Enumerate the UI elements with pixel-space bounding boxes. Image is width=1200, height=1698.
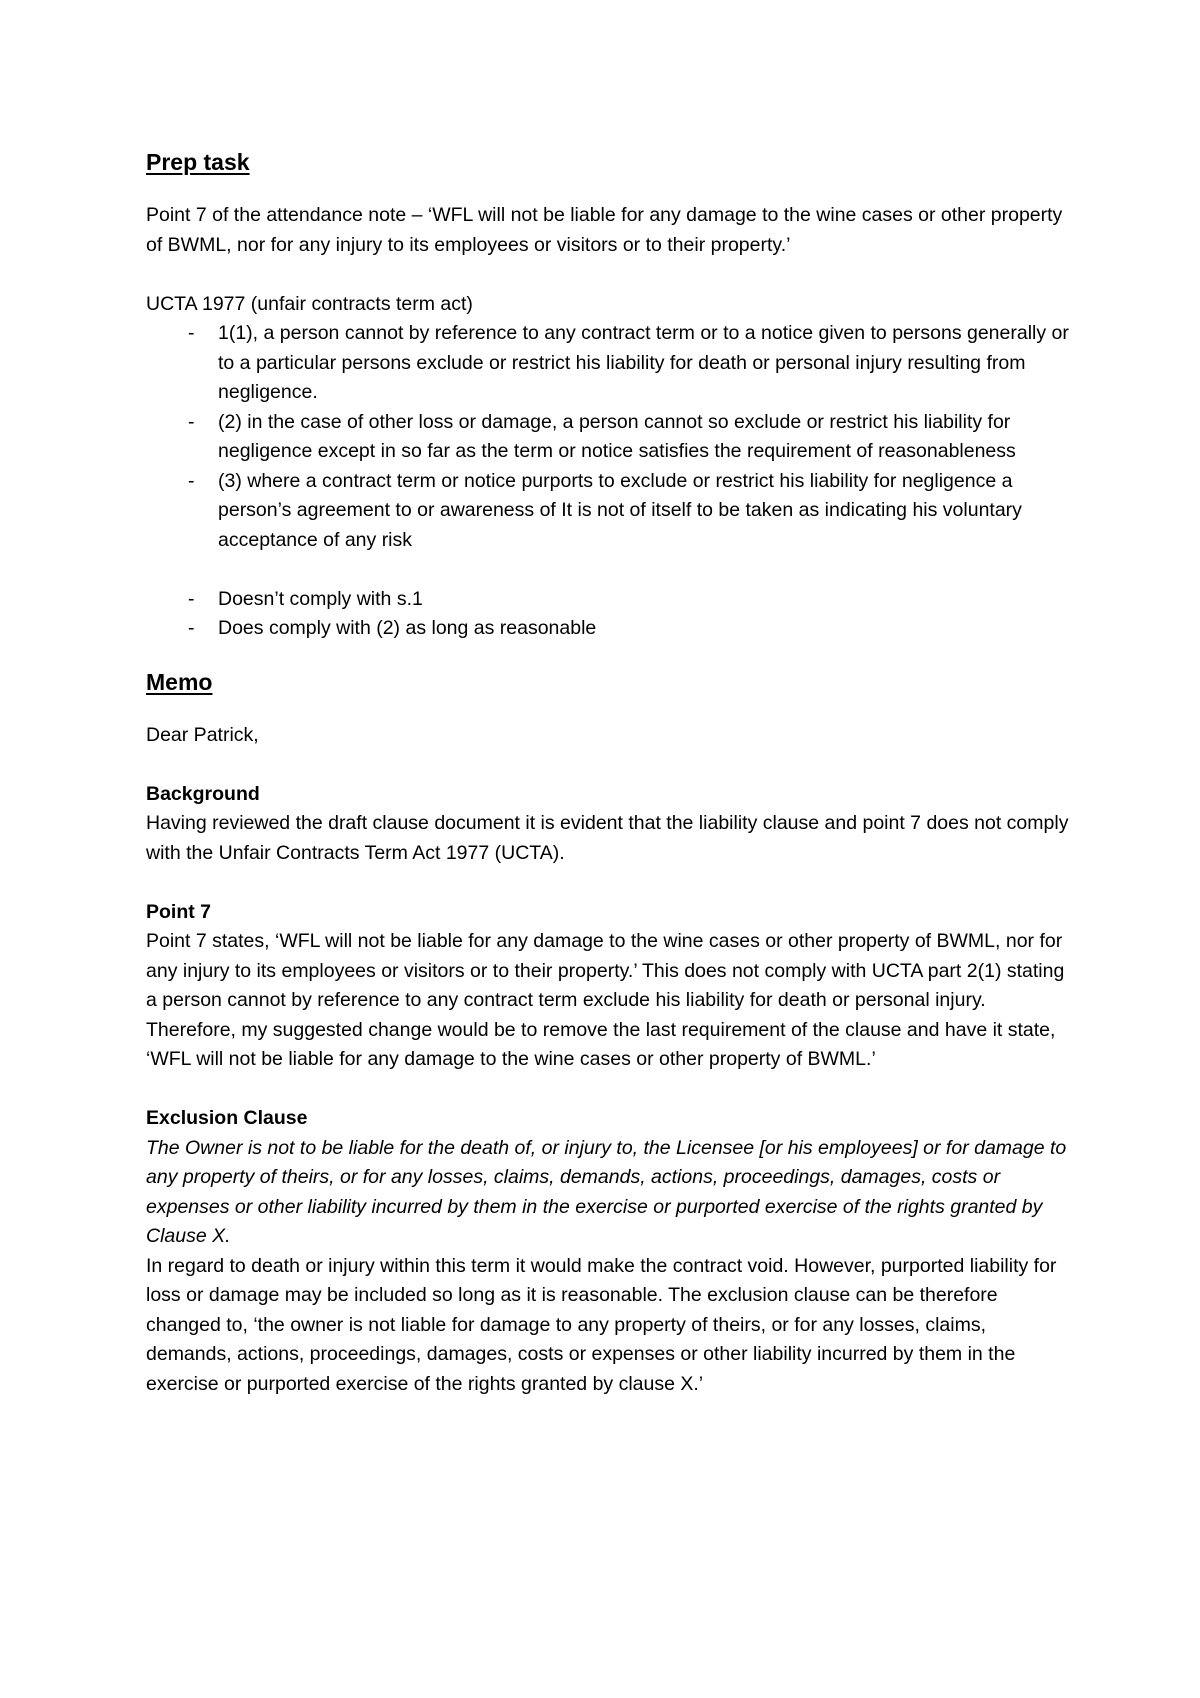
memo-heading: Memo [146, 668, 213, 695]
exclusion-clause-text: In regard to death or injury within this term it would make the contract void. However, purported liability for loss or damage may be included so long as it is reasonable. The exclusion clause can be therefore changed to, ‘the owner is not liable for damage to any property of theirs, or for any losses, claims, demands, actions, proceedings, damages, costs or expenses or other liability incurred by them in the exercise or purported exercise of the rights granted by clause X.’ [146, 1254, 1057, 1395]
dash-marker: - [188, 617, 195, 639]
compliance-item: - Does comply with (2) as long as reasonable [146, 614, 1076, 644]
exclusion-clause-title: Exclusion Clause [146, 1107, 308, 1129]
document-content [146, 146, 1076, 1399]
background-title: Background [146, 782, 260, 805]
exclusion-clause-quote: The Owner is not to be liable for the death of, or injury to, the Licensee [or his employees] or for damage to any property of theirs, or for any losses, claims, demands, actions, proceedings, damages, costs or expenses or other liability incurred by them in the exercise or purported exercise of the rights granted by Clause X. [146, 1136, 1067, 1247]
ucta-item: - (3) where a contract term or notice purports to exclude or restrict his liability for negligence a person’s agreement to or awareness of It is not of itself to be taken as indicating his voluntary acceptance of any risk [146, 467, 1076, 556]
dash-marker: - [188, 410, 195, 433]
ucta-item: - (2) in the case of other loss or damage, a person cannot so exclude or restrict his liability for negligence except in so far as the term or notice satisfies the requirement of reasonableness [146, 408, 1076, 467]
dash-marker: - [188, 469, 195, 492]
memo-greeting: Dear Patrick, [146, 723, 259, 746]
compliance-list [146, 585, 1076, 644]
ucta-list [146, 319, 1076, 555]
dash-marker: - [188, 322, 195, 344]
ucta-title: UCTA 1977 (unfair contracts term act) [146, 292, 473, 315]
point7-text: Point 7 states, ‘WFL will not be liable for any damage to the wine cases or other property of BWML, nor for any injury to its employees or visitors or to their property.’ This does not comply with UCTA part 2(1) stating a person cannot by reference to any contract term exclude his liability for death or personal injury. Therefore, my suggested change would be to remove the last requirement of the clause and have it state, ‘WFL will not be liable for any damage to the wine cases or other property of BWML.’ [146, 930, 1065, 1070]
compliance-item: - Doesn’t comply with s.1 [146, 585, 1076, 615]
ucta-item: - 1(1), a person cannot by reference to any contract term or to a notice given to persons generally or to a particular persons exclude or restrict his liability for death or personal injury resulting from negligence. [146, 319, 1076, 408]
dash-marker: - [188, 587, 195, 610]
point7-intro: Point 7 of the attendance note – ‘WFL will not be liable for any damage to the wine cases or other property of BWML, nor for any injury to its employees or visitors or to their property.’ [146, 204, 1063, 256]
background-text: Having reviewed the draft clause document it is evident that the liability clause and point 7 does not comply with the Unfair Contracts Term Act 1977 (UCTA). [146, 812, 1069, 864]
point7-title: Point 7 [146, 900, 212, 923]
prep-task-heading: Prep task [146, 149, 250, 175]
